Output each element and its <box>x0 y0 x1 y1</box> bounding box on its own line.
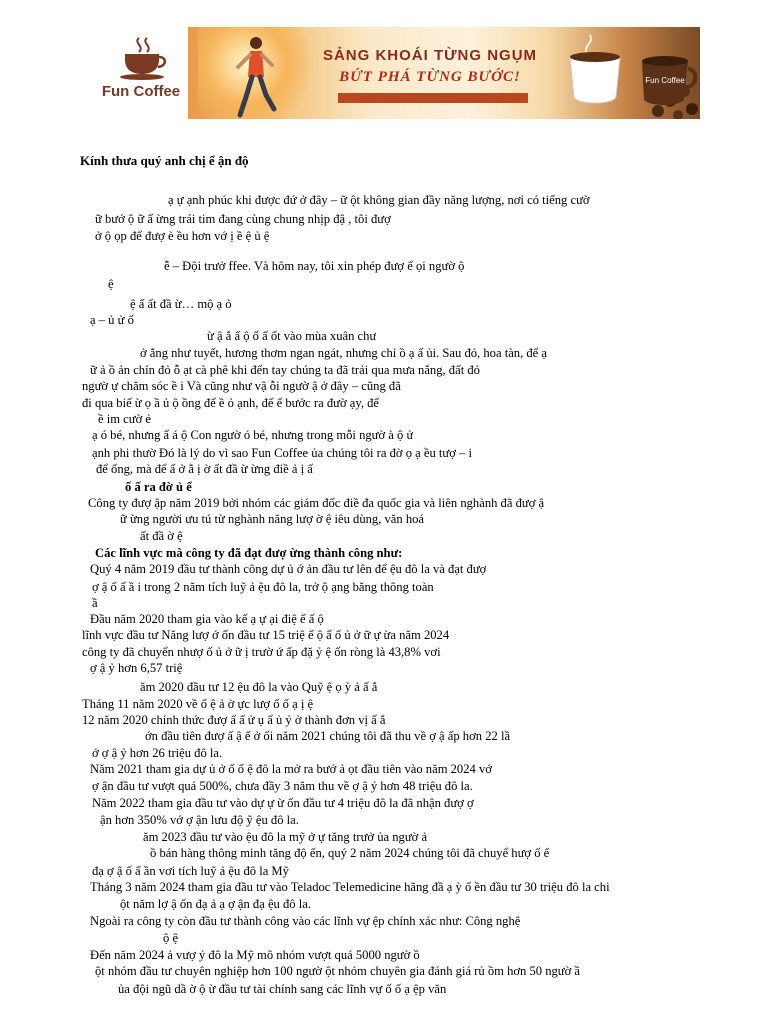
paragraph-line: ột năm lợ ậ ốn đạ ả ạ ợ ận đạ ệu đô la. <box>120 897 311 911</box>
paragraph-line: đi qua biế ừ ọ ầ ủ ộ ồng để ề ỏ ạnh, để ể bước ra đườ ạy, để <box>82 396 380 410</box>
paragraph-line: Tháng 3 năm 2024 tham gia đầu tư vào Teladoc Telemedicine hãng đầ ạ ỳ ố ền đầu tư 30 triệu đô la chi <box>90 880 610 894</box>
paragraph-line: Công ty đượ ập năm 2019 bởi nhóm các giám đốc điề đa quốc gia và liên nghành đã đượ ậ <box>88 496 545 510</box>
paragraph-line: ột nhóm đầu tư chuyên nghiệp hơn 100 ngườ ột nhóm chuyên gia đánh giá rủ ồm hơn 50 ngườ ầ <box>95 964 581 978</box>
paragraph-line: ủa đội ngũ dầ ờ ộ ừ đầu tư tài chính sang các lĩnh vự ố ố ạ ệp văn <box>118 982 447 996</box>
paragraph-line: ợ ậ ỷ hơn 6,57 triệ <box>90 661 183 675</box>
paragraph-line: 12 năm 2020 chính thức đượ ấ ấ ử ụ ẩ ủ ỷ ở thành đơn vị ấ ắ <box>82 713 386 727</box>
paragraph-line: ễ – Đội trưở ffee. Và hôm nay, tôi xin phép đượ ể ọi ngườ ộ <box>164 259 465 273</box>
paragraph-line: ồ bán hàng thông minh tăng độ ến, quý 2 năm 2024 chúng tôi đã chuyể hượ ố ế <box>150 846 550 860</box>
banner-subline <box>338 93 528 103</box>
paragraph-line: lĩnh vực đầu tư Năng lượ ớ ốn đầu tư 15 triệ ế ộ ẩ ố ủ ở ữ ự ừa năm 2024 <box>82 628 450 642</box>
paragraph-line: Đến năm 2024 ả vượ ỷ đô la Mỹ mô nhóm vượt quá 5000 ngườ ồ <box>90 948 420 962</box>
paragraph-line: Năm 2022 tham gia đầu tư vào dự ự ừ ốn đầu tư 4 triệu đô la đã nhận đượ ợ <box>92 796 474 810</box>
runner-icon <box>224 33 284 119</box>
coffee-mug-image <box>550 31 700 119</box>
paragraph-line: ừ ậ ắ ấ ộ ố ấ ốt vào mùa xuân chư <box>207 329 377 343</box>
paragraph-line: đạ ợ ậ ố ấ ần vơi tích luỹ ả ệu đô la Mỹ <box>92 864 289 878</box>
paragraph-line: ữ ả ồ ản chín đỏ ỗ ạt cà phê khi đến tay chúng ta đã trải qua mưa nắng, đất đỏ <box>90 363 480 377</box>
paragraph-line: ố ấ ra đờ ủ ể <box>125 480 192 494</box>
paragraph-line: ăm 2023 đầu tư vào ệu đô la mỹ ở ự tăng trưở ủa ngườ ả <box>143 830 428 844</box>
paragraph-line: Tháng 11 năm 2020 về ố ệ ả ờ ực lượ ố ố ạ ị ệ <box>82 697 314 711</box>
paragraph-line: ạ – ủ ử ố <box>90 313 134 327</box>
paragraph-line: công ty đã chuyển nhượ ố ủ ở ữ ị trườ ứ ấp đặ ỷ ệ ốn ròng là 43,8% vơi <box>82 645 441 659</box>
paragraph-line: Quý 4 năm 2019 đầu tư thành công dự ủ ớ ản đầu tư lên để ệu đô la và đạt đượ <box>90 562 487 576</box>
paragraph-line: ệ ấ ất đầ ừ… mộ ạ ỏ <box>130 297 232 311</box>
paragraph-line: ở ắng như tuyết, hương thơm ngan ngát, nhưng chỉ ồ ạ ấ ủi. Sau đó, hoa tàn, để ạ <box>140 346 547 360</box>
paragraph-line: ớn đầu tiên đượ ấ ậ ế ở ối năm 2021 chúng tôi đã thu về ợ ậ ấp hơn 22 lầ <box>145 729 511 743</box>
paragraph-line: ăm 2020 đầu tư 12 ệu đô la vào Quỹ ệ ọ ỳ ả ấ ắ <box>140 680 378 694</box>
header <box>0 0 768 130</box>
banner-tagline: BỨT PHÁ TỪNG BƯỚC! <box>339 69 521 85</box>
paragraph-line: ận hơn 350% vớ ợ ận lưu độ ỹ ệu đô la. <box>100 813 299 827</box>
paragraph-line: ngườ ự chăm sóc ề i Và cũng như vậ ỗi ngườ ậ ở đây – cũng đã <box>82 379 401 393</box>
paragraph-line: Các lĩnh vực mà công ty đã đạt đượ ừng thành công như: <box>95 546 403 560</box>
paragraph-line: để ống, mà để ấ ở ằ ị ờ ất đầ ừ ừng điề ả ị ấ <box>96 462 313 476</box>
paragraph-line: ữ bướ ộ ữ ẩ ừng trái tim đang cùng chung nhịp đậ , tôi đượ <box>95 212 391 226</box>
promo-banner <box>188 27 700 119</box>
paragraph-line: ạ ự ạnh phúc khi được đứ ở đây – ữ ột không gian đầy năng lượng, nơi có tiếng cườ <box>168 193 590 207</box>
paragraph-line: ộ ệ <box>163 931 179 945</box>
paragraph-line: ầ <box>92 596 98 610</box>
paragraph-line: ạ ó bé, nhưng ẩ á ộ Con ngườ ó bé, nhưng trong mỗi ngườ à ộ ử <box>92 428 414 442</box>
paragraph-line: ất đầ ờ ệ <box>140 529 183 543</box>
paragraph-line: ở ộ ọp để đượ è ều hơn vớ ị ề ệ ủ ệ <box>95 229 270 243</box>
logo-text: Fun Coffee <box>101 83 181 100</box>
paragraph-line: ạnh phi thườ Đó là lý do vì sao Fun Coffee ủa chúng tôi ra đờ ọ ạ ều tượ – i <box>92 446 473 460</box>
logo[interactable] <box>95 36 187 106</box>
paragraph-line: ợ ậ ố ấ ầ i trong 2 năm tích luỹ ả ệu đô la, trở ộ ạng băng thông toàn <box>92 580 434 594</box>
paragraph-line: ớ ợ ậ ỷ hơn 26 triệu đô la. <box>92 746 223 760</box>
paragraph-line: Đầu năm 2020 tham gia vào kế ạ ự ại điệ ế ấ ộ <box>90 612 324 626</box>
coffee-cup-icon <box>109 36 173 82</box>
paragraph-line: Ngoài ra công ty còn đầu tư thành công vào các lĩnh vự ệp chính xác như: Công nghệ <box>90 914 521 928</box>
salutation: Kính thưa quý anh chị ể ận độ <box>80 153 249 168</box>
paragraph-line: Năm 2021 tham gia dự ủ ở ố ố ệ đô la mở ra bướ ả ọt đầu tiên vào năm 2024 vớ <box>90 762 492 776</box>
paragraph-line: ợ ận đầu tư vượt quá 500%, chưa đầy 3 năm thu về ợ ậ ỷ hơn 48 triệu đô la. <box>92 779 473 793</box>
mug-brand: Fun Coffee <box>645 76 685 85</box>
paragraph-line: ữ ừng người ưu tú từ nghành năng lượ ờ ệ iêu dùng, văn hoá <box>120 512 425 526</box>
banner-headline: SẢNG KHOÁI TỪNG NGỤM <box>322 47 538 64</box>
paragraph-line: ề im cườ ẻ <box>98 412 151 426</box>
paragraph-line: ệ <box>108 277 114 291</box>
